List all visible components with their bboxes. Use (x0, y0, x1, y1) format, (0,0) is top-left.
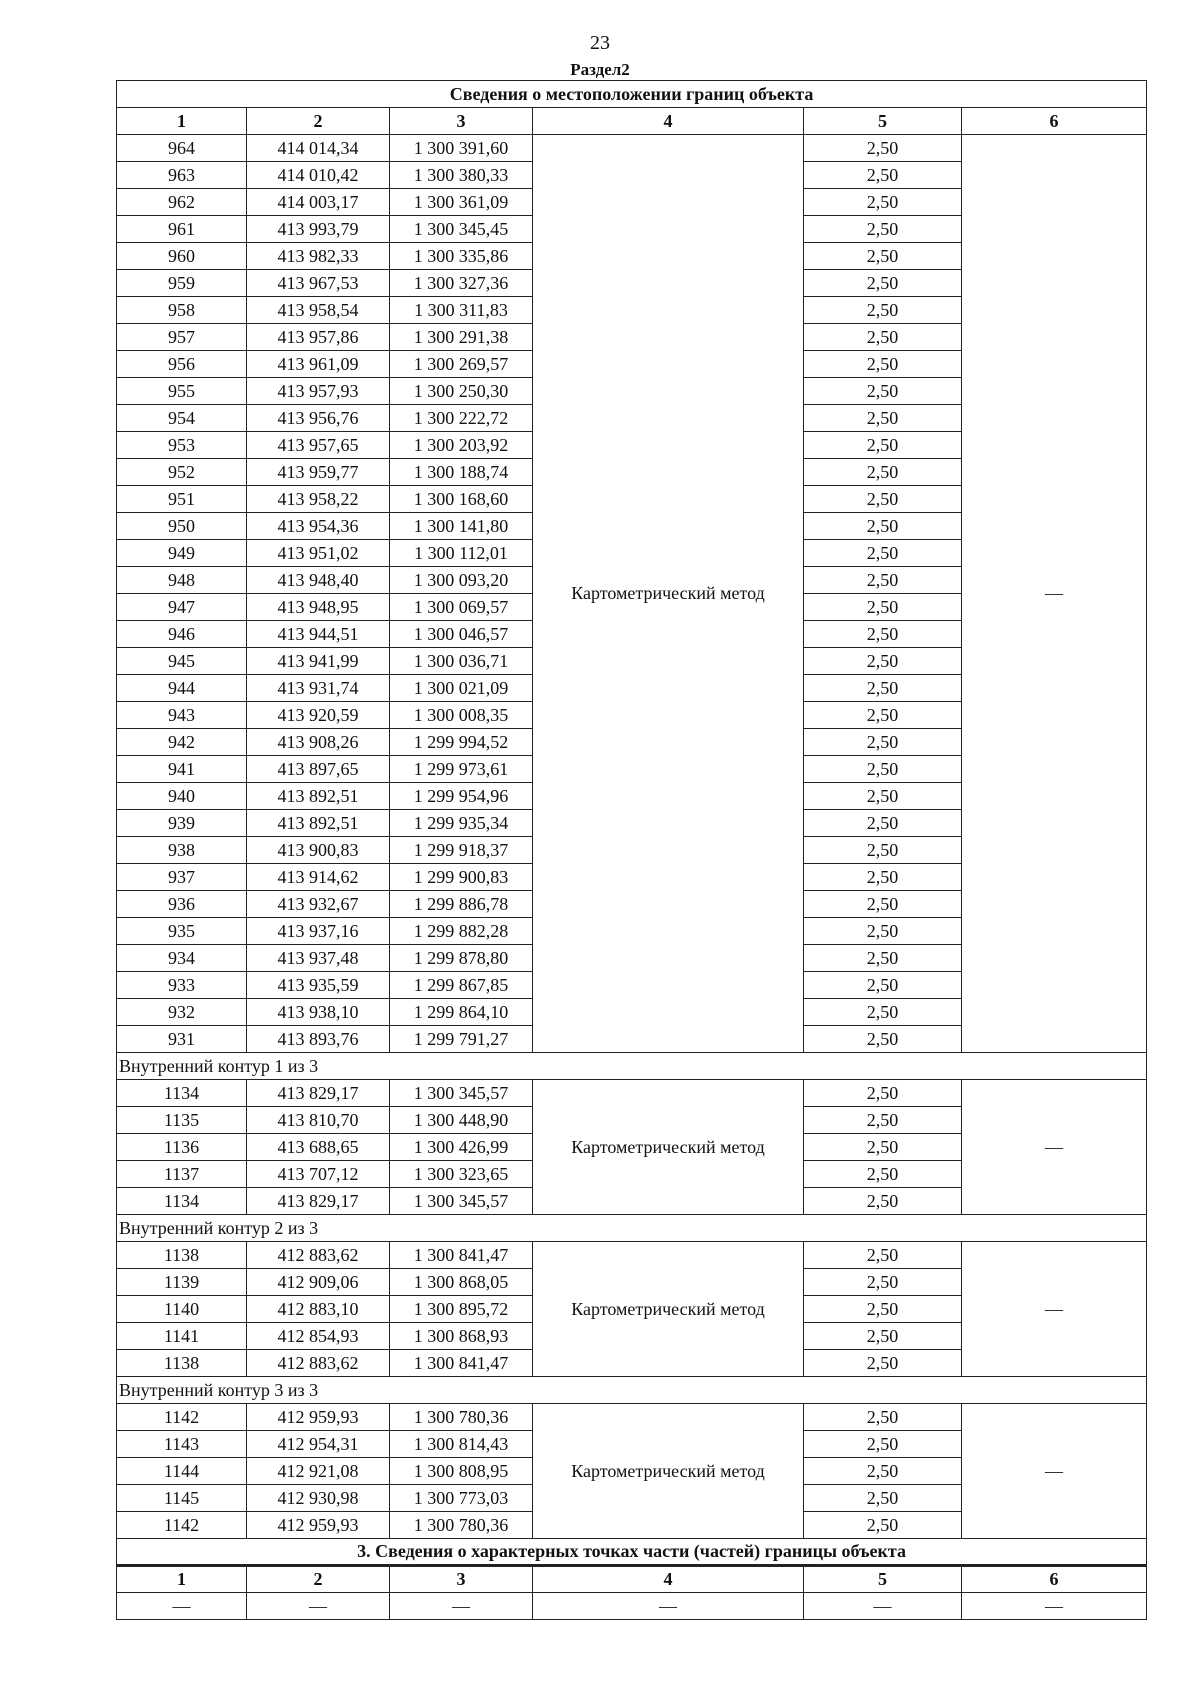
x-coordinate-cell: 413 957,93 (247, 378, 390, 405)
precision-cell: 2,50 (804, 135, 962, 162)
precision-cell: 2,50 (804, 1512, 962, 1539)
precision-cell: 2,50 (804, 1080, 962, 1107)
x-coordinate-cell: 413 951,02 (247, 540, 390, 567)
point-number-cell: 947 (117, 594, 247, 621)
precision-cell: 2,50 (804, 1431, 962, 1458)
precision-cell: 2,50 (804, 1458, 962, 1485)
point-number-cell: 956 (117, 351, 247, 378)
y-coordinate-cell: 1 299 878,80 (390, 945, 533, 972)
x-coordinate-cell: 413 937,16 (247, 918, 390, 945)
section3-column-header: 3 (390, 1566, 533, 1593)
precision-cell: 2,50 (804, 1404, 962, 1431)
x-coordinate-cell: 413 957,86 (247, 324, 390, 351)
y-coordinate-cell: 1 300 168,60 (390, 486, 533, 513)
section3-title: 3. Сведения о характерных точках части (частей) границы объекта (117, 1539, 1147, 1566)
y-coordinate-cell: 1 300 327,36 (390, 270, 533, 297)
section3-cell: — (390, 1593, 533, 1620)
precision-cell: 2,50 (804, 648, 962, 675)
contour-label: Внутренний контур 1 из 3 (117, 1053, 1147, 1080)
column-header: 6 (962, 108, 1147, 135)
x-coordinate-cell: 412 883,62 (247, 1242, 390, 1269)
precision-cell: 2,50 (804, 1269, 962, 1296)
x-coordinate-cell: 413 948,95 (247, 594, 390, 621)
point-number-cell: 946 (117, 621, 247, 648)
precision-cell: 2,50 (804, 189, 962, 216)
precision-cell: 2,50 (804, 702, 962, 729)
point-number-cell: 943 (117, 702, 247, 729)
point-number-cell: 941 (117, 756, 247, 783)
point-number-cell: 938 (117, 837, 247, 864)
x-coordinate-cell: 412 883,10 (247, 1296, 390, 1323)
y-coordinate-cell: 1 300 291,38 (390, 324, 533, 351)
point-number-cell: 945 (117, 648, 247, 675)
x-coordinate-cell: 413 920,59 (247, 702, 390, 729)
x-coordinate-cell: 413 958,22 (247, 486, 390, 513)
point-number-cell: 1136 (117, 1134, 247, 1161)
y-coordinate-cell: 1 300 269,57 (390, 351, 533, 378)
y-coordinate-cell: 1 300 868,93 (390, 1323, 533, 1350)
y-coordinate-cell: 1 300 814,43 (390, 1431, 533, 1458)
y-coordinate-cell: 1 300 093,20 (390, 567, 533, 594)
column6-cell: — (962, 135, 1147, 1053)
x-coordinate-cell: 412 959,93 (247, 1512, 390, 1539)
precision-cell: 2,50 (804, 1350, 962, 1377)
y-coordinate-cell: 1 300 426,99 (390, 1134, 533, 1161)
precision-cell: 2,50 (804, 837, 962, 864)
column-header: 5 (804, 108, 962, 135)
precision-cell: 2,50 (804, 324, 962, 351)
y-coordinate-cell: 1 300 008,35 (390, 702, 533, 729)
point-number-cell: 933 (117, 972, 247, 999)
y-coordinate-cell: 1 300 808,95 (390, 1458, 533, 1485)
x-coordinate-cell: 413 892,51 (247, 783, 390, 810)
section3-column-header: 6 (962, 1566, 1147, 1593)
point-number-cell: 957 (117, 324, 247, 351)
precision-cell: 2,50 (804, 243, 962, 270)
section3-column-header: 4 (533, 1566, 804, 1593)
precision-cell: 2,50 (804, 918, 962, 945)
section3-cell: — (962, 1593, 1147, 1620)
y-coordinate-cell: 1 300 323,65 (390, 1161, 533, 1188)
x-coordinate-cell: 413 829,17 (247, 1188, 390, 1215)
point-number-cell: 1145 (117, 1485, 247, 1512)
column-header: 4 (533, 108, 804, 135)
point-number-cell: 940 (117, 783, 247, 810)
x-coordinate-cell: 413 961,09 (247, 351, 390, 378)
y-coordinate-cell: 1 300 345,57 (390, 1080, 533, 1107)
x-coordinate-cell: 412 909,06 (247, 1269, 390, 1296)
column6-cell: — (962, 1404, 1147, 1539)
section3-title-row (117, 1539, 1147, 1566)
precision-cell: 2,50 (804, 1026, 962, 1053)
boundary-table (116, 80, 1147, 1620)
y-coordinate-cell: 1 299 994,52 (390, 729, 533, 756)
section3-column-header: 5 (804, 1566, 962, 1593)
point-number-cell: 948 (117, 567, 247, 594)
method-cell: Картометрический метод (533, 135, 804, 1053)
column-header-row (117, 108, 1147, 135)
x-coordinate-cell: 414 003,17 (247, 189, 390, 216)
point-number-cell: 959 (117, 270, 247, 297)
table-row (117, 1242, 1147, 1269)
y-coordinate-cell: 1 299 864,10 (390, 999, 533, 1026)
precision-cell: 2,50 (804, 1188, 962, 1215)
x-coordinate-cell: 413 957,65 (247, 432, 390, 459)
y-coordinate-cell: 1 300 021,09 (390, 675, 533, 702)
y-coordinate-cell: 1 300 311,83 (390, 297, 533, 324)
x-coordinate-cell: 413 900,83 (247, 837, 390, 864)
precision-cell: 2,50 (804, 729, 962, 756)
precision-cell: 2,50 (804, 1296, 962, 1323)
point-number-cell: 1138 (117, 1242, 247, 1269)
section3-header-row (117, 1566, 1147, 1593)
section-label: Раздел2 (570, 60, 630, 79)
x-coordinate-cell: 413 688,65 (247, 1134, 390, 1161)
column-header: 3 (390, 108, 533, 135)
x-coordinate-cell: 413 935,59 (247, 972, 390, 999)
precision-cell: 2,50 (804, 945, 962, 972)
y-coordinate-cell: 1 300 250,30 (390, 378, 533, 405)
contour-label: Внутренний контур 3 из 3 (117, 1377, 1147, 1404)
point-number-cell: 1141 (117, 1323, 247, 1350)
y-coordinate-cell: 1 300 361,09 (390, 189, 533, 216)
y-coordinate-cell: 1 299 791,27 (390, 1026, 533, 1053)
precision-cell: 2,50 (804, 1107, 962, 1134)
precision-cell: 2,50 (804, 216, 962, 243)
y-coordinate-cell: 1 300 895,72 (390, 1296, 533, 1323)
section3-cell: — (804, 1593, 962, 1620)
point-number-cell: 1139 (117, 1269, 247, 1296)
x-coordinate-cell: 413 954,36 (247, 513, 390, 540)
point-number-cell: 934 (117, 945, 247, 972)
x-coordinate-cell: 413 932,67 (247, 891, 390, 918)
point-number-cell: 935 (117, 918, 247, 945)
point-number-cell: 944 (117, 675, 247, 702)
precision-cell: 2,50 (804, 1323, 962, 1350)
precision-cell: 2,50 (804, 594, 962, 621)
x-coordinate-cell: 412 930,98 (247, 1485, 390, 1512)
y-coordinate-cell: 1 300 841,47 (390, 1350, 533, 1377)
column-header: 1 (117, 108, 247, 135)
point-number-cell: 955 (117, 378, 247, 405)
point-number-cell: 1134 (117, 1188, 247, 1215)
precision-cell: 2,50 (804, 297, 962, 324)
x-coordinate-cell: 413 948,40 (247, 567, 390, 594)
y-coordinate-cell: 1 300 868,05 (390, 1269, 533, 1296)
y-coordinate-cell: 1 300 188,74 (390, 459, 533, 486)
method-cell: Картометрический метод (533, 1242, 804, 1377)
point-number-cell: 939 (117, 810, 247, 837)
x-coordinate-cell: 412 954,31 (247, 1431, 390, 1458)
precision-cell: 2,50 (804, 459, 962, 486)
y-coordinate-cell: 1 300 345,57 (390, 1188, 533, 1215)
x-coordinate-cell: 413 959,77 (247, 459, 390, 486)
precision-cell: 2,50 (804, 1161, 962, 1188)
point-number-cell: 942 (117, 729, 247, 756)
y-coordinate-cell: 1 299 900,83 (390, 864, 533, 891)
precision-cell: 2,50 (804, 270, 962, 297)
column6-cell: — (962, 1080, 1147, 1215)
x-coordinate-cell: 413 914,62 (247, 864, 390, 891)
x-coordinate-cell: 413 938,10 (247, 999, 390, 1026)
precision-cell: 2,50 (804, 891, 962, 918)
x-coordinate-cell: 413 967,53 (247, 270, 390, 297)
precision-cell: 2,50 (804, 567, 962, 594)
method-cell: Картометрический метод (533, 1080, 804, 1215)
x-coordinate-cell: 412 854,93 (247, 1323, 390, 1350)
precision-cell: 2,50 (804, 810, 962, 837)
x-coordinate-cell: 413 931,74 (247, 675, 390, 702)
y-coordinate-cell: 1 300 069,57 (390, 594, 533, 621)
table-title-row (117, 81, 1147, 108)
y-coordinate-cell: 1 299 886,78 (390, 891, 533, 918)
y-coordinate-cell: 1 300 380,33 (390, 162, 533, 189)
precision-cell: 2,50 (804, 405, 962, 432)
x-coordinate-cell: 413 982,33 (247, 243, 390, 270)
precision-cell: 2,50 (804, 486, 962, 513)
y-coordinate-cell: 1 300 112,01 (390, 540, 533, 567)
x-coordinate-cell: 413 829,17 (247, 1080, 390, 1107)
y-coordinate-cell: 1 300 780,36 (390, 1404, 533, 1431)
point-number-cell: 951 (117, 486, 247, 513)
table-title: Сведения о местоположении границ объекта (117, 81, 1147, 108)
point-number-cell: 961 (117, 216, 247, 243)
precision-cell: 2,50 (804, 540, 962, 567)
x-coordinate-cell: 413 893,76 (247, 1026, 390, 1053)
point-number-cell: 1134 (117, 1080, 247, 1107)
y-coordinate-cell: 1 299 973,61 (390, 756, 533, 783)
x-coordinate-cell: 413 956,76 (247, 405, 390, 432)
x-coordinate-cell: 412 921,08 (247, 1458, 390, 1485)
precision-cell: 2,50 (804, 378, 962, 405)
y-coordinate-cell: 1 299 935,34 (390, 810, 533, 837)
y-coordinate-cell: 1 300 222,72 (390, 405, 533, 432)
precision-cell: 2,50 (804, 621, 962, 648)
y-coordinate-cell: 1 300 841,47 (390, 1242, 533, 1269)
x-coordinate-cell: 413 937,48 (247, 945, 390, 972)
point-number-cell: 1142 (117, 1404, 247, 1431)
section3-cell: — (117, 1593, 247, 1620)
section3-cell: — (247, 1593, 390, 1620)
x-coordinate-cell: 413 892,51 (247, 810, 390, 837)
point-number-cell: 936 (117, 891, 247, 918)
point-number-cell: 963 (117, 162, 247, 189)
precision-cell: 2,50 (804, 1134, 962, 1161)
point-number-cell: 958 (117, 297, 247, 324)
point-number-cell: 960 (117, 243, 247, 270)
page-number: 23 (590, 32, 610, 54)
x-coordinate-cell: 412 959,93 (247, 1404, 390, 1431)
x-coordinate-cell: 413 993,79 (247, 216, 390, 243)
contour-label-row (117, 1053, 1147, 1080)
y-coordinate-cell: 1 300 046,57 (390, 621, 533, 648)
x-coordinate-cell: 413 908,26 (247, 729, 390, 756)
section3-cell: — (533, 1593, 804, 1620)
y-coordinate-cell: 1 300 448,90 (390, 1107, 533, 1134)
precision-cell: 2,50 (804, 162, 962, 189)
x-coordinate-cell: 414 010,42 (247, 162, 390, 189)
section3-data-row (117, 1593, 1147, 1620)
point-number-cell: 952 (117, 459, 247, 486)
point-number-cell: 949 (117, 540, 247, 567)
x-coordinate-cell: 413 897,65 (247, 756, 390, 783)
precision-cell: 2,50 (804, 1485, 962, 1512)
contour-label: Внутренний контур 2 из 3 (117, 1215, 1147, 1242)
section3-column-header: 1 (117, 1566, 247, 1593)
x-coordinate-cell: 413 958,54 (247, 297, 390, 324)
point-number-cell: 1140 (117, 1296, 247, 1323)
precision-cell: 2,50 (804, 675, 962, 702)
point-number-cell: 1138 (117, 1350, 247, 1377)
table-row (117, 1404, 1147, 1431)
contour-label-row (117, 1215, 1147, 1242)
point-number-cell: 964 (117, 135, 247, 162)
column6-cell: — (962, 1242, 1147, 1377)
point-number-cell: 1142 (117, 1512, 247, 1539)
x-coordinate-cell: 414 014,34 (247, 135, 390, 162)
point-number-cell: 1144 (117, 1458, 247, 1485)
precision-cell: 2,50 (804, 864, 962, 891)
section3-column-header: 2 (247, 1566, 390, 1593)
y-coordinate-cell: 1 300 773,03 (390, 1485, 533, 1512)
point-number-cell: 954 (117, 405, 247, 432)
precision-cell: 2,50 (804, 351, 962, 378)
y-coordinate-cell: 1 300 335,86 (390, 243, 533, 270)
contour-label-row (117, 1377, 1147, 1404)
point-number-cell: 937 (117, 864, 247, 891)
method-cell: Картометрический метод (533, 1404, 804, 1539)
y-coordinate-cell: 1 300 780,36 (390, 1512, 533, 1539)
point-number-cell: 931 (117, 1026, 247, 1053)
precision-cell: 2,50 (804, 432, 962, 459)
precision-cell: 2,50 (804, 783, 962, 810)
x-coordinate-cell: 412 883,62 (247, 1350, 390, 1377)
y-coordinate-cell: 1 299 867,85 (390, 972, 533, 999)
point-number-cell: 953 (117, 432, 247, 459)
point-number-cell: 1143 (117, 1431, 247, 1458)
table-row (117, 135, 1147, 162)
point-number-cell: 950 (117, 513, 247, 540)
y-coordinate-cell: 1 300 203,92 (390, 432, 533, 459)
precision-cell: 2,50 (804, 513, 962, 540)
precision-cell: 2,50 (804, 1242, 962, 1269)
x-coordinate-cell: 413 810,70 (247, 1107, 390, 1134)
column-header: 2 (247, 108, 390, 135)
precision-cell: 2,50 (804, 999, 962, 1026)
point-number-cell: 932 (117, 999, 247, 1026)
point-number-cell: 1137 (117, 1161, 247, 1188)
y-coordinate-cell: 1 299 918,37 (390, 837, 533, 864)
y-coordinate-cell: 1 300 391,60 (390, 135, 533, 162)
x-coordinate-cell: 413 944,51 (247, 621, 390, 648)
precision-cell: 2,50 (804, 972, 962, 999)
y-coordinate-cell: 1 300 036,71 (390, 648, 533, 675)
x-coordinate-cell: 413 941,99 (247, 648, 390, 675)
y-coordinate-cell: 1 299 882,28 (390, 918, 533, 945)
y-coordinate-cell: 1 299 954,96 (390, 783, 533, 810)
precision-cell: 2,50 (804, 756, 962, 783)
x-coordinate-cell: 413 707,12 (247, 1161, 390, 1188)
point-number-cell: 1135 (117, 1107, 247, 1134)
point-number-cell: 962 (117, 189, 247, 216)
table-row (117, 1080, 1147, 1107)
y-coordinate-cell: 1 300 141,80 (390, 513, 533, 540)
y-coordinate-cell: 1 300 345,45 (390, 216, 533, 243)
